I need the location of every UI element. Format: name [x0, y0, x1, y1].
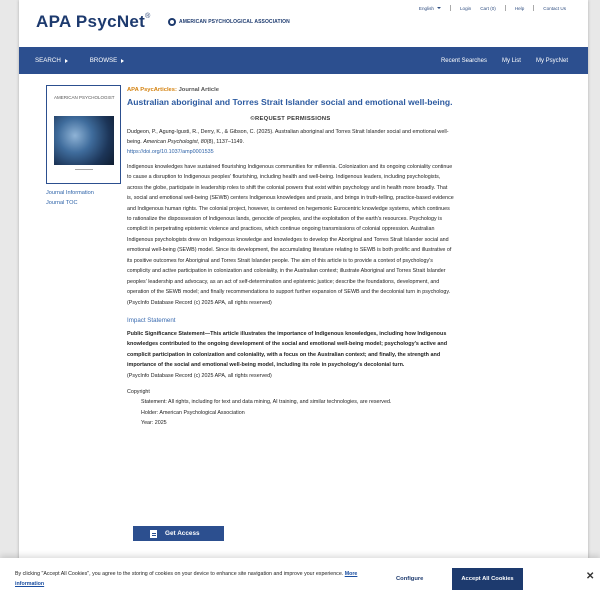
- cookie-text: By clicking "Accept All Cookies", you agree to the storing of cookies on your device to enhance site navigation and improve your experience.: [15, 571, 344, 577]
- copyright-details: [141, 397, 454, 428]
- divider: [505, 5, 506, 11]
- impact-statement: Public Significance Statement—This article illustrates the importance of Indigenous knowledges, including how Indigenous knowledges contributed to the ongoing development of the social and emotional well-being model; psychology's active and complicit participation in colonization and coloniality, with a focus on the Australian context; and finally, the strength and importance of the social and emotional well-being model, including its role in psychology's decolonial turn.: [127, 331, 448, 369]
- copyright-statement: Statement: All rights, including for text and data mining, AI training, and similar technologies, are reserved.: [141, 399, 392, 406]
- apa-association-logo[interactable]: [168, 18, 290, 26]
- search-menu[interactable]: [35, 57, 68, 64]
- divider: [450, 5, 451, 11]
- cart-link[interactable]: Cart (0): [480, 5, 496, 11]
- article-label: [127, 87, 454, 93]
- citation-volume: 80: [200, 138, 207, 145]
- divider: [533, 5, 534, 11]
- main-nav: [19, 47, 588, 74]
- request-permissions-link[interactable]: ©REQUEST PERMISSIONS: [250, 115, 331, 122]
- nav-right: [441, 47, 568, 74]
- site-header: [19, 0, 588, 47]
- apa-psycnet-logo[interactable]: [36, 12, 151, 32]
- accept-all-cookies-button[interactable]: Accept All Cookies: [452, 568, 523, 590]
- nav-left: [35, 47, 124, 74]
- impact-record: (PsycInfo Database Record (c) 2025 APA, all rights reserved): [127, 372, 272, 379]
- caret-right-icon: [121, 59, 124, 63]
- abstract: Indigenous knowledges have sustained flourishing Indigenous communities for millennia. Colonization and its ongoing coloniality continue to cause a disruption to Indigenous peoples' flourishing, including health and well-being. Indigenous leaders, including psychologists, across the globe, participate in leadership roles to shift the colonial powers that exist within psychology and in health more broadly. That is, social and emotional well-being (SEWB) centers Indigenous knowledges and praxis, and brings in truth-telling, practice-based evidence and Indigenous human rights. The colonial project, however, is centered on hegemonic Eurocentric knowledge systems, which continues to rationalize the dispossession of Indigenous lands, genocide of peoples, and the exploitation of the earth's resources. Psychology is complicit in perpetrating epistemic violence and practices, which continue ongoing transmissions of colonial oppression. Australian Indigenous psychologists drew on Indigenous knowledge and knowledges to develop the Aboriginal and Torres Strait Islander social and emotional well-being (SEWB) model. Since its development, the accumulating literature relating to SEWB is both prolific and illustrative of its positive outcomes for Aboriginal and Torres Strait Islander people. The aim of this article is to provide a context of psychology's complicity and active participation in colonization and coloniality, in the Australian context; illustrate Aboriginal and Torres Strait Islander peoples' leadership and advocacy, as an act of self-determination and epistemic justice; describe the foundations, development, and operation of the SEWB model; and finally recommendations to support further expansion of SEWB and the decolonial turn in psychology. (PsycInfo Database Record (c) 2025 APA, all rights reserved): [127, 163, 454, 306]
- journal-links: [46, 188, 94, 208]
- configure-button[interactable]: Configure: [396, 576, 424, 582]
- help-link[interactable]: Help: [514, 5, 525, 11]
- copyright-heading: Copyright: [127, 389, 150, 396]
- article-content: [127, 87, 454, 428]
- browse-menu-label: BROWSE: [89, 57, 118, 64]
- citation-journal: American Psychologist: [143, 138, 198, 145]
- language-label: English: [418, 5, 434, 11]
- logo-text: APA PsycNet: [36, 12, 146, 31]
- cover-artwork: [54, 116, 114, 165]
- more-information-link[interactable]: More information: [15, 571, 358, 587]
- association-name: AMERICAN PSYCHOLOGICAL ASSOCIATION: [179, 19, 290, 25]
- close-icon[interactable]: ✕: [586, 571, 595, 582]
- journal-cover[interactable]: [46, 85, 121, 184]
- recent-searches-link[interactable]: Recent Searches: [440, 57, 487, 64]
- copyright-year: Year: 2025: [141, 419, 167, 426]
- copyright-holder: Holder: American Psychological Association: [141, 409, 245, 416]
- get-access-button[interactable]: [133, 526, 224, 541]
- doi-link[interactable]: https://doi.org/10.1037/amp0001535: [127, 149, 214, 156]
- login-link[interactable]: Login: [459, 5, 472, 11]
- document-icon: [150, 530, 157, 538]
- utility-nav: [419, 5, 566, 11]
- journal-information-link[interactable]: Journal Information: [46, 190, 94, 196]
- search-menu-label: SEARCH: [35, 57, 61, 64]
- impact-heading: Impact Statement: [127, 317, 176, 325]
- journal-toc-link[interactable]: Journal TOC: [46, 200, 78, 206]
- my-list-link[interactable]: My List: [501, 57, 521, 64]
- logo-registered-mark: ®: [145, 13, 151, 20]
- citation-pages: , 1137–1149.: [213, 138, 244, 145]
- browse-menu[interactable]: [90, 57, 125, 64]
- get-access-label: Get Access: [165, 530, 200, 537]
- page-container: [19, 0, 588, 600]
- language-selector[interactable]: [419, 6, 441, 11]
- apa-seal-icon: [168, 18, 176, 26]
- cover-rule: [75, 169, 93, 170]
- citation-issue: (8): [206, 138, 214, 145]
- cover-title: AMERICAN PSYCHOLOGIST: [54, 95, 115, 100]
- contact-link[interactable]: Contact Us: [543, 5, 566, 11]
- cookie-banner: [0, 558, 600, 600]
- citation: Dudgeon, P., Agung-Igusti, R., Derry, K., & Gibson, C. (2025). Australian aboriginal and Torres Strait Islander social and emotional well-being. American Psychologist, 80(8), 1137–1149.: [127, 128, 449, 145]
- cookie-message: [15, 570, 360, 589]
- publication-name[interactable]: APA PsycArticles:: [127, 87, 177, 93]
- article-title: Australian aboriginal and Torres Strait Islander social and emotional well-being.: [127, 97, 453, 107]
- article-type: Journal Article: [178, 87, 219, 93]
- my-psycnet-link[interactable]: My PsycNet: [535, 57, 568, 64]
- chevron-down-icon: [437, 7, 441, 9]
- citation-authors: Dudgeon, P., Agung-Igusti, R., Derry, K., & Gibson, C. (2025). Australian aboriginal and Torres Strait Islander social and emotional well-being.: [127, 128, 449, 145]
- caret-right-icon: [65, 59, 68, 63]
